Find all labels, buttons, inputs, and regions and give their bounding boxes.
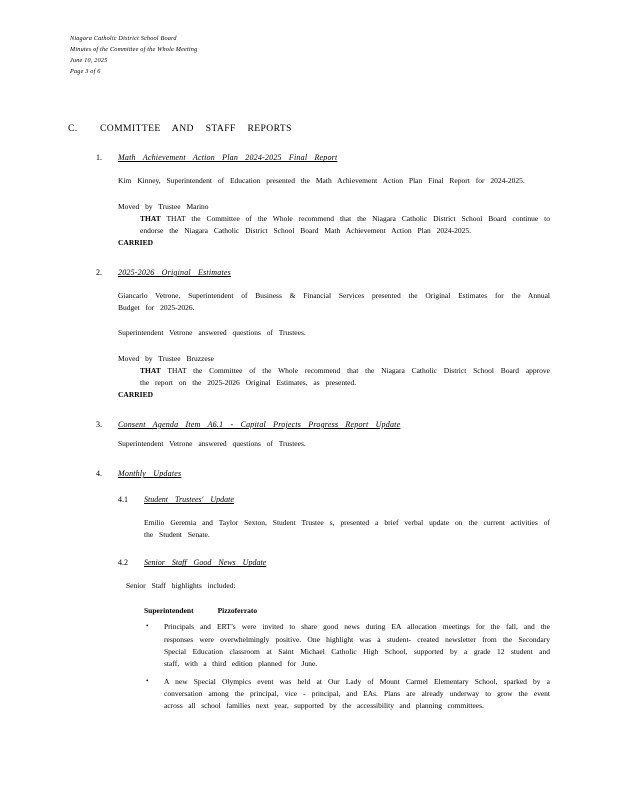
- motion-result: CARRIED: [118, 389, 154, 399]
- subitem-title: Senior Staff Good News Update: [144, 558, 267, 568]
- header-line-date: June 10, 2025: [70, 56, 108, 64]
- motion-body: THAT the Committee of the Whole recommend that the Niagara Catholic District School Board continue to endorse the Niagara Catholic District School Board Math Achievement Action Plan 2024-2025.: [140, 213, 550, 235]
- item-3-body: [118, 438, 550, 450]
- superintendent-label: Superintendent: [144, 606, 194, 616]
- section-title: COMMITTEE AND STAFF REPORTS: [100, 123, 292, 135]
- item-title: Consent Agenda Item A6.1 - Capital Projects Progress Report Update: [118, 420, 401, 430]
- motion-text: THAT THAT the Committee of the Whole recommend that the Niagara Catholic District School Board approve the report on the 2025-2026 Original Estimates, as presented.: [140, 365, 550, 387]
- bullet-icon: •: [146, 677, 149, 686]
- motion-result: CARRIED: [118, 237, 154, 247]
- item-number: 3.: [96, 420, 102, 430]
- document-header: [70, 34, 578, 77]
- subitem-number: 4.2: [118, 558, 128, 568]
- agenda-item-4: [96, 469, 578, 478]
- superintendent-name: Pizzoferrato: [217, 606, 258, 616]
- item-number: 1.: [96, 153, 102, 163]
- motion-text: THAT THAT the Committee of the Whole recommend that the Niagara Catholic District School Board continue to endorse the Niagara Catholic District School Board Math Achievement Action Plan 2024-2025.: [140, 213, 550, 235]
- agenda-item-1: [96, 153, 578, 162]
- header-line-meeting: Minutes of the Committee of the Whole Meeting: [70, 45, 198, 53]
- paragraph: Superintendent Vetrone answered questions of Trustees.: [118, 328, 306, 338]
- item-number: 2.: [96, 268, 102, 278]
- section-heading: [68, 123, 578, 134]
- paragraph: Kim Kinney, Superintendent of Education presented the Math Achievement Action Plan Final Report for 2024-2025.: [118, 176, 525, 186]
- section-letter: C.: [68, 123, 78, 135]
- subitem-number: 4.1: [118, 495, 128, 505]
- subitem-title: Student Trustees' Update: [144, 495, 234, 505]
- item-title: Monthly Updates: [118, 469, 182, 479]
- list-item-text: A new Special Olympics event was held at Our Lady of Mount Carmel Elementary School, sparked by a conversation among the principal, vice - principal, and EAs. Plans are already underway to grow the event across all school families next year, supported by the accessibility and planning committees.: [164, 677, 550, 711]
- item-title: 2025-2026 Original Estimates: [118, 268, 231, 278]
- subitem-4-2-intro: Senior Staff highlights included:: [126, 581, 236, 591]
- list-item: [144, 676, 550, 712]
- list-item: [144, 621, 550, 670]
- header-line-board: Niagara Catholic District School Board: [70, 35, 177, 42]
- item-2-body: [118, 290, 550, 401]
- paragraph: Giancarlo Vetrone, Superintendent of Business & Financial Services presented the Original Estimates for the Annual Budget for 2025-2026.: [118, 291, 550, 313]
- superintendent-subhead: [144, 606, 578, 615]
- header-line-page: Page 3 of 6: [70, 67, 101, 75]
- list-item-text: Principals and ERT’s were invited to share good news during EA allocation meetings for the fall, and the responses were overwhelmingly positive. One highlight was a student- created newsletter from the Secondary Special Education classroom at Saint Michael Catholic High School, supported by a grade 12 student and staff, with a third edition planned for June.: [164, 622, 550, 668]
- paragraph: Emilio Geremia and Taylor Sexton, Student Trustee s, presented a brief verbal update on the current activities of the Student Senate.: [144, 518, 550, 540]
- paragraph: Superintendent Vetrone answered questions of Trustees.: [118, 439, 306, 449]
- bullet-icon: •: [146, 622, 149, 631]
- agenda-item-3: [96, 420, 578, 429]
- item-number: 4.: [96, 469, 102, 479]
- motion-body: THAT the Committee of the Whole recommend that the Niagara Catholic District School Board approve the report on the 2025-2026 Original Estimates, as presented.: [140, 365, 550, 387]
- paragraph: Moved by Trustee Marino: [118, 201, 209, 211]
- agenda-subitem-4-1: [118, 495, 578, 504]
- subitem-4-1-body: [144, 517, 550, 541]
- agenda-item-2: [96, 268, 578, 277]
- agenda-subitem-4-2: [118, 558, 578, 567]
- item-1-body: [118, 175, 550, 249]
- good-news-bullet-list: [144, 621, 550, 712]
- paragraph: Moved by Trustee Bruzzese: [118, 353, 214, 363]
- item-title: Math Achievement Action Plan 2024-2025 Final Report: [118, 153, 338, 163]
